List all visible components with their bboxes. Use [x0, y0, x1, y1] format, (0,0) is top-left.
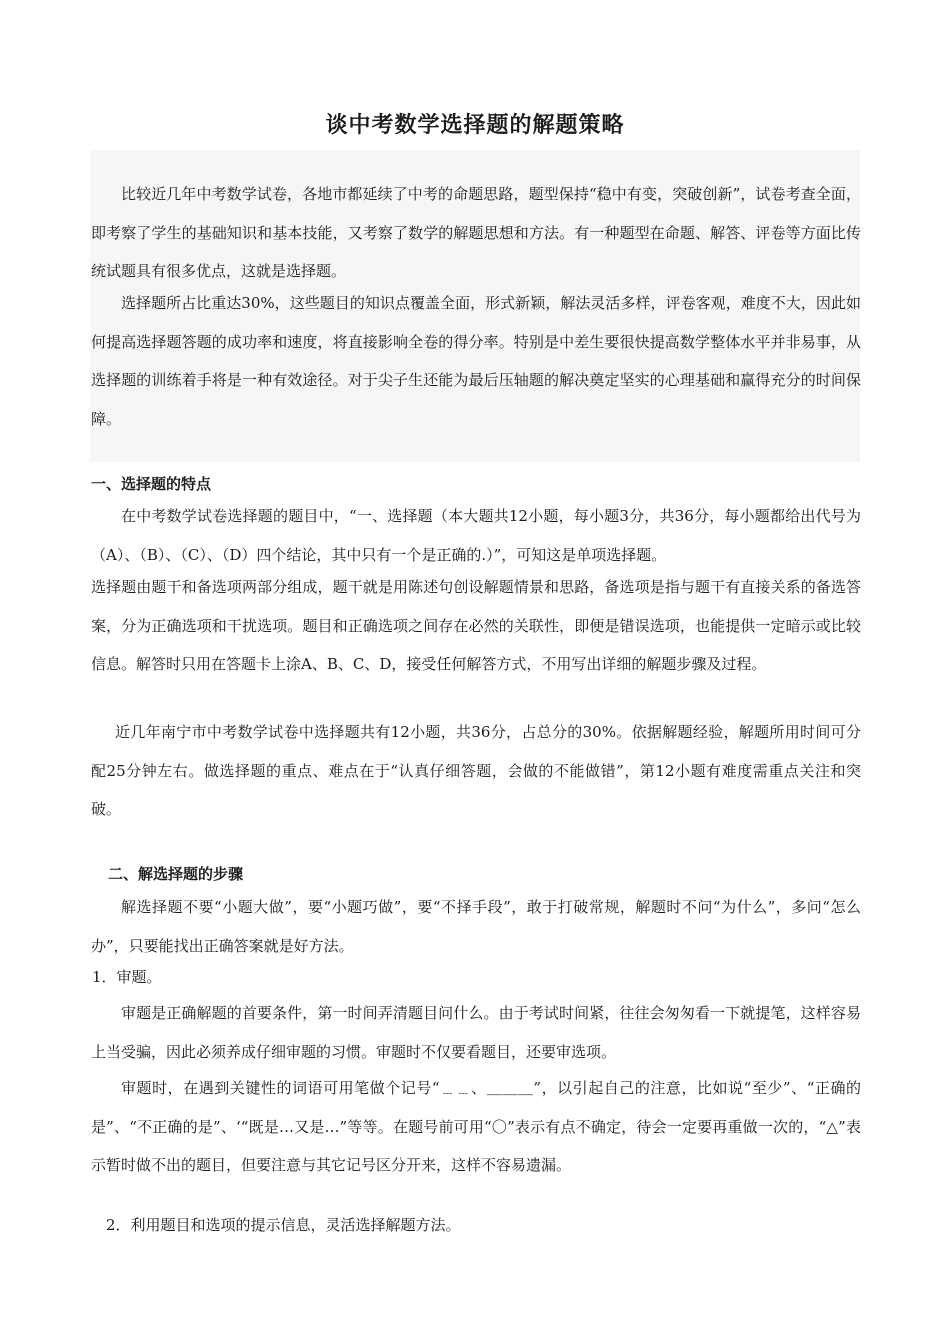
intro-paragraph-2: 选择题所占比重达30%，这些题目的知识点覆盖全面，形式新颖，解法灵活多样，评卷客观，难度不大，因此如何提高选择题答题的成功率和速度，将直接影响全卷的得分率。特别是中差生要很快提高数学整体水平并非易事，从选择题的训练着手将是一种有效途径。对于尖子生还能为最后压轴题的解决奠定坚实的心理基础和赢得充分的时间保障。: [91, 294, 861, 428]
section-1-paragraph-1: 在中考数学试卷选择题的题目中，“一、选择题（本大题共12小题，每小题3分，共36分，每小题都给出代号为（A）、（B）、（C）、（D）四个结论，其中只有一个是正确的.）”，可知这是单项选择题。: [91, 507, 861, 564]
section-1-paragraph-3: 近几年南宁市中考数学试卷中选择题共有12小题，共36分，占总分的30%。依据解题经验，解题所用时间可分配25分钟左右。做选择题的重点、难点在于“认真仔细答题，会做的不能做错”，第12小题有难度需重点关注和突破。: [91, 723, 861, 818]
step-1-heading: 1．审题。: [92, 968, 162, 986]
section-2-heading: 二、解选择题的步骤: [108, 865, 244, 883]
document-title: 谈中考数学选择题的解题策略: [325, 113, 625, 138]
intro-paragraph-1: 比较近几年中考数学试卷，各地市都延续了中考的命题思路，题型保持“稳中有变，突破创新”，试卷考查全面，即考察了学生的基础知识和基本技能，又考察了数学的解题思想和方法。有一种题型在命题、解答、评卷等方面比传统试题具有很多优点，这就是选择题。: [91, 185, 861, 280]
section-1-paragraph-2: 选择题由题干和备选项两部分组成，题干就是用陈述句创设解题情景和思路，备选项是指与题干有直接关系的备选答案，分为正确选项和干扰选项。题目和正确选项之间存在必然的关联性，即便是错误选项，也能提供一定暗示或比较信息。解答时只用在答题卡上涂A、B、C、D，接受任何解答方式，不用写出详细的解题步骤及过程。: [91, 578, 861, 673]
step-2-heading: 2．利用题目和选项的提示信息，灵活选择解题方法。: [106, 1216, 461, 1234]
section-2-paragraph-3: 审题时，在遇到关键性的词语可用笔做个记号“﹍﹍、＿＿＿”，以引起自己的注意，比如说“至少”、“正确的是”、“不正确的是”、‘“既是…又是…”等等。在题号前可用“〇”表示有点不确定，待会一定要再重做一次的，“△”表示暂时做不出的题目，但要注意与其它记号区分开来，这样不容易遗漏。: [91, 1079, 861, 1174]
section-1-heading: 一、选择题的特点: [91, 475, 212, 493]
section-2-paragraph-2: 审题是正确解题的首要条件，第一时间弄清题目问什么。由于考试时间紧，往往会匆匆看一下就提笔，这样容易上当受骗，因此必须养成仔细审题的习惯。审题时不仅要看题目，还要审选项。: [91, 1004, 861, 1061]
section-2-paragraph-1: 解选择题不要“小题大做”，要“小题巧做”，要“不择手段”，敢于打破常规，解题时不问“为什么”，多问“怎么办”，只要能找出正确答案就是好方法。: [91, 898, 861, 955]
